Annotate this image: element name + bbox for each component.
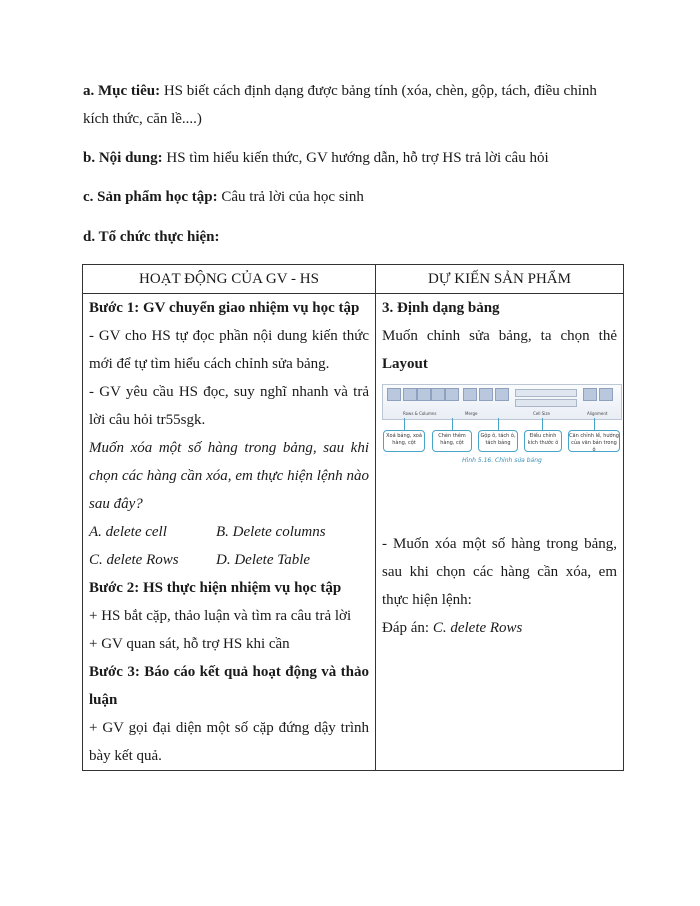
product-cell	[376, 294, 624, 771]
callout-insert: Chèn thêm hàng, cột	[432, 430, 472, 452]
step3-title: Bước 3: Báo cáo kết quả hoạt động và thảo luận	[89, 664, 369, 708]
callout-size: Điều chỉnh kích thước ô	[524, 430, 562, 452]
organization-label: d. Tổ chức thực hiện:	[83, 229, 220, 245]
header-expected-product: DỰ KIẾN SẢN PHẨM	[376, 265, 624, 294]
objective-text: HS biết cách định dạng được bảng tính (xóa, chèn, gộp, tách, điều chỉnh	[160, 83, 597, 99]
answer-value: C. delete Rows	[432, 620, 523, 636]
step1-line-2: - GV yêu cầu HS đọc, suy nghĩ nhanh và trả lời câu hỏi tr55sgk.	[89, 384, 369, 428]
content-text: HS tìm hiểu kiến thức, GV hướng dẫn, hỗ trợ HS trả lời câu hỏi	[162, 150, 549, 166]
option-a: A. delete cell	[89, 524, 167, 540]
group-label-merge: Merge	[465, 411, 478, 416]
options-row-1	[89, 518, 369, 546]
callout-align: Căn chỉnh lề, hướng của văn bản trong ô	[568, 430, 620, 452]
callout-delete: Xoá bảng, xoá hàng, cột	[383, 430, 425, 452]
group-label-alignment: Alignment	[587, 411, 608, 416]
options-row-2	[89, 546, 369, 574]
answer-line	[382, 614, 617, 642]
group-label-cellsize: Cell Size	[533, 411, 550, 416]
step1-line-1: - GV cho HS tự đọc phần nội dung kiến thức mới để tự tìm hiểu cách chỉnh sửa bảng.	[89, 328, 369, 372]
header-teacher-student: HOẠT ĐỘNG CỦA GV - HS	[83, 265, 376, 294]
step2-title: Bước 2: HS thực hiện nhiệm vụ học tập	[89, 580, 342, 596]
table-header-row	[83, 265, 624, 294]
layout-tab-name: Layout	[382, 356, 428, 372]
ribbon-toolbar	[382, 384, 622, 420]
layout-ribbon-figure	[382, 384, 622, 480]
table-row	[83, 294, 624, 771]
question-text: Muốn xóa một số hàng trong bảng, sau khi chọn các hàng cần xóa, em thực hiện lệnh nào sau đây?	[89, 440, 369, 512]
content-line	[83, 150, 549, 167]
product-line	[83, 189, 364, 206]
answer-text: - Muốn xóa một số hàng trong bảng, sau khi chọn các hàng cần xóa, em thực hiện lệnh:	[382, 536, 617, 608]
figure-caption: Hình 5.16. Chỉnh sửa bảng	[462, 457, 542, 464]
option-b: B. Delete columns	[216, 524, 326, 540]
callout-merge: Gộp ô, tách ô, tách bảng	[478, 430, 518, 452]
option-c: C. delete Rows	[89, 552, 179, 568]
step1-title: Bước 1: GV chuyển giao nhiệm vụ học tập	[89, 300, 360, 316]
product-text: Câu trả lời của học sinh	[217, 189, 364, 205]
activity-cell	[83, 294, 376, 771]
objective-text-2: kích thức, căn lề....)	[83, 111, 202, 127]
product-label: c. Sản phẩm học tập:	[83, 189, 218, 205]
content-label: b. Nội dung:	[83, 150, 163, 166]
option-d: D. Delete Table	[216, 552, 311, 568]
group-label-rows: Rows & Columns	[403, 411, 437, 416]
step2-line-1: + HS bắt cặp, thảo luận và tìm ra câu trả lời	[89, 608, 352, 624]
activity-table	[82, 264, 624, 771]
answer-label: Đáp án:	[382, 620, 433, 636]
objective-line-2	[83, 111, 202, 128]
format-title: 3. Định dạng bảng	[382, 300, 500, 316]
step2-line-2: + GV quan sát, hỗ trợ HS khi cần	[89, 636, 290, 652]
objective-line	[83, 83, 597, 100]
organization-line	[83, 229, 220, 246]
format-intro: Muốn chỉnh sửa bảng, ta chọn thẻ Layout	[382, 328, 617, 372]
objective-label: a. Mục tiêu:	[83, 83, 161, 99]
step3-line-1: + GV gọi đại diện một số cặp đứng dậy trình bày kết quả.	[89, 720, 369, 764]
